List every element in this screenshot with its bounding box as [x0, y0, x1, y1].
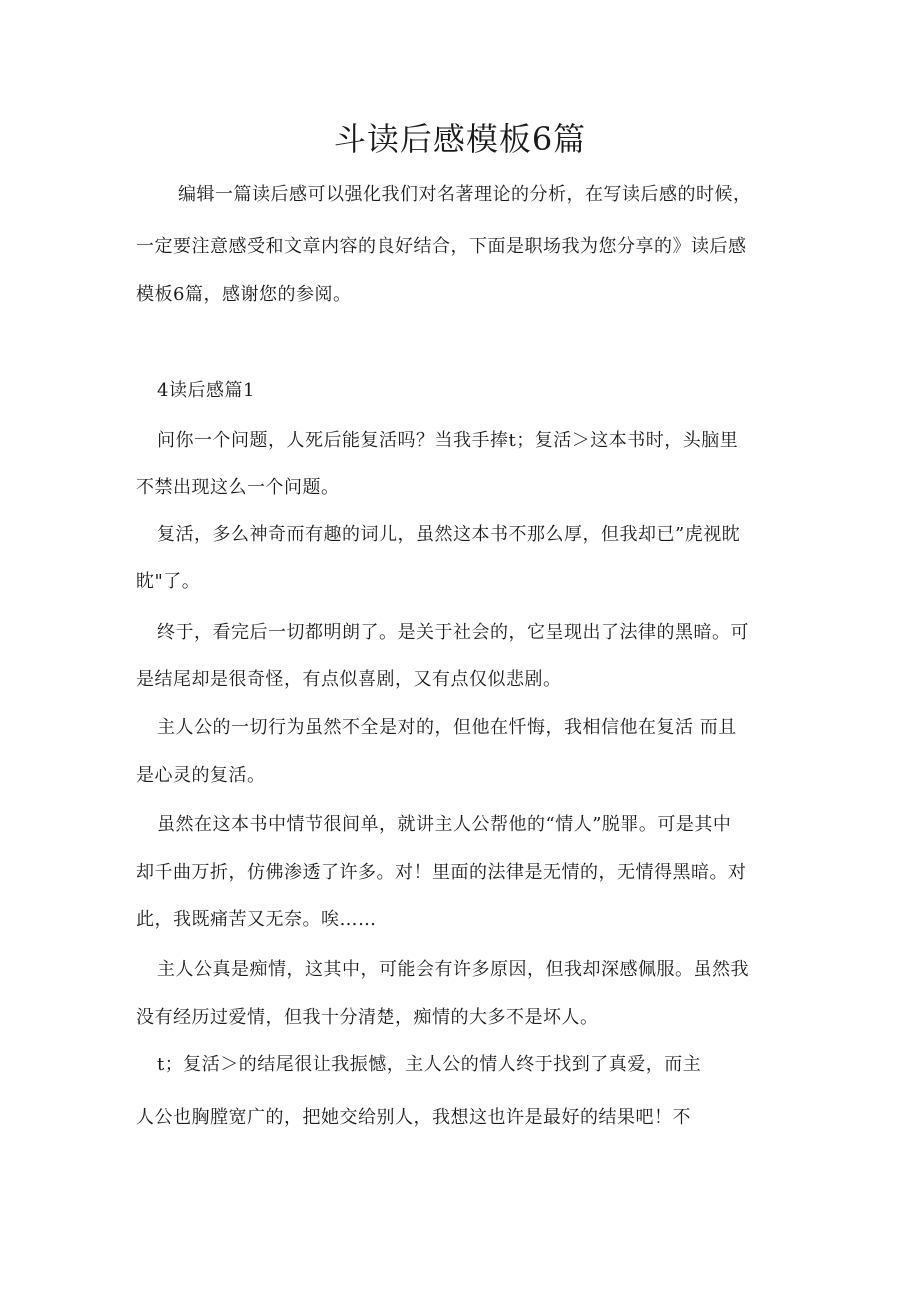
paragraph-line: 眈"了。	[136, 571, 201, 592]
intro-line-3: 模板6篇，感谢您的参阅。	[136, 284, 352, 305]
paragraph-line: 问你一个问题，人死后能复活吗？当我手捧t；复活＞这本书时，头脑里	[157, 430, 739, 451]
paragraph-line: 主人公的一切行为虽然不全是对的，但他在忏悔，我相信他在复活 而且	[157, 717, 737, 738]
paragraph-line: 终于，看完后一切都明朗了。是关于社会的，它呈现出了法律的黑暗。可	[157, 622, 749, 643]
page-title: 斗读后感模板6篇	[333, 120, 587, 158]
paragraph-line: 复活，多么神奇而有趣的词儿，虽然这本书不那么厚，但我却已”虎视眈	[157, 524, 741, 545]
paragraph-line: 人公也胸膛宽广的，把她交给别人，我想这也许是最好的结果吧！不	[136, 1107, 691, 1128]
paragraph-line: 此，我既痛苦又无奈。唉……	[136, 909, 377, 930]
paragraph-line: 没有经历过爱情，但我十分清楚，痴情的大多不是坏人。	[136, 1007, 599, 1028]
paragraph-line: 是结尾却是很奇怪，有点似喜剧，又有点仅似悲剧。	[136, 669, 562, 690]
paragraph-line: t；复活＞的结尾很让我振憾，主人公的情人终于找到了真爱，而主	[157, 1054, 702, 1075]
section-heading: 4读后感篇1	[157, 380, 255, 401]
paragraph-line: 是心灵的复活。	[136, 765, 266, 786]
intro-line-2: 一定要注意感受和文章内容的良好结合，下面是职场我为您分享的》读后感	[136, 236, 747, 257]
paragraph-line: 主人公真是痴情，这其中，可能会有许多原因，但我却深感佩服。虽然我	[157, 959, 749, 980]
paragraph-line: 虽然在这本书中情节很间单，就讲主人公帮他的“情人”脱罪。可是其中	[157, 814, 732, 835]
intro-line-1: 编辑一篇读后感可以强化我们对名著理论的分析，在写读后感的时候，	[178, 184, 752, 205]
paragraph-line: 不禁出现这么一个问题。	[136, 477, 340, 498]
paragraph-line: 却千曲万折，仿佛渗透了许多。对！里面的法律是无情的，无情得黑暗。对	[136, 862, 747, 883]
